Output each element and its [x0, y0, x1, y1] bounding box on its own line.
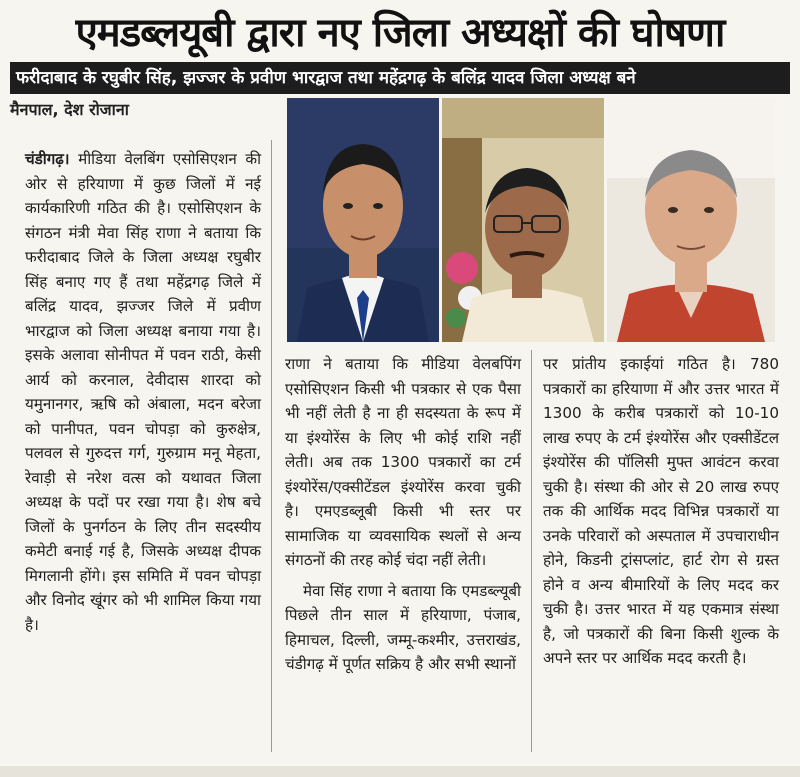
byline: मैनपाल, देश रोजाना	[10, 100, 129, 119]
page-bottom-edge	[0, 766, 800, 777]
article-column-1	[25, 147, 261, 637]
headline: एमडब्लयूबी द्वारा नए जिला अध्यक्षों की घोषणा	[75, 10, 725, 56]
article-column-3	[543, 352, 779, 671]
column-rule-2	[531, 350, 532, 752]
article-column-2	[285, 352, 521, 677]
subheadline: फरीदाबाद के रघुबीर सिंह, झज्जर के प्रवीण भारद्वाज तथा महेंद्रगढ़ के बलिंद्र यादव जिला अध्यक्ष बने	[10, 62, 790, 94]
portrait-photo-1	[287, 98, 439, 342]
portrait-photo-3	[607, 98, 775, 342]
paragraph: पर प्रांतीय इकाईयां गठित है। 780 पत्रकारों का हरियाणा में और उत्तर भारत में 1300 के करीब पत्रकारों को 10-10 लाख रुपए के टर्म इंश्योरेंस और एक्सीडेंटल इंश्योरेंस की पॉलिसी मुफ्त आवंटन करवा चुकी है। संस्था की ओर से 20 लाख रुपए तक की आर्थिक मदद विभिन्न पत्रकारों या उनके परिवारों को अस्पताल में उपचाराधीन होने, किडनी ट्रांसप्लांट, हार्ट रोग से ग्रस्त होने व अन्य बीमारियों के लिए मदद कर चुकी है। उत्तर भारत में यह एकमात्र संस्था है, जो पत्रकारों की बिना किसी शुल्क के अपने स्तर पर आर्थिक मदद करती है।	[543, 355, 779, 667]
photo-strip	[287, 98, 775, 342]
paragraph: राणा ने बताया कि मीडिया वेलबपिंग एसोसिएशन किसी भी पत्रकार से एक पैसा भी नहीं लेती है ना ही सदस्यता के रूप में या इंश्योरेंस के लिए भी कोई राशि नहीं लेती। अब तक 1300 पत्रकारों का टर्म इंश्योरेंस/एक्सीटेंडल इंश्योरेंस करवा चुकी है। एमएडब्लूबी किसी भी स्तर पर सामाजिक या व्यवसायिक स्थलों से अन्य संगठनों की तरह कोई चंदा नहीं लेती।	[285, 355, 521, 569]
dateline: चंडीगढ़।	[25, 150, 70, 168]
column-rule-1	[271, 140, 272, 752]
paragraph: मेवा सिंह राणा ने बताया कि एमडब्ल्यूबी पिछले तीन साल में हरियाणा, पंजाब, हिमाचल, दिल्ली, जम्मू-कश्मीर, उत्तराखंड, चंडीगढ़ में पूर्णत सक्रिय है और सभी स्थानों	[285, 581, 521, 673]
paragraph	[25, 147, 261, 637]
paragraph-text: मीडिया वेलबिंग एसोसिएशन की ओर से हरियाणा में कुछ जिलों में नई कार्यकारिणी गठित की है। एसोसिएशन के संगठन मंत्री मेवा सिंह राणा ने बताया कि फरीदाबाद जिले के जिला अध्यक्ष रघुबीर सिंह बनाए गए हैं तथा महेंद्रगढ़ जिले में बलिंद्र यादव, झज्जर जिले में प्रवीण भारद्वाज को जिला अध्यक्ष बनाया गया है। इसके अलावा सोनीपत में पवन राठी, केसी आर्य को करनाल, देवीदास शारदा को यमुनानगर, ऋषि को अंबाला, मदन बरेजा को पानीपत, पवन चोपड़ा को कुरुक्षेत्र, पलवल से गुरुदत्त गर्ग, गुरुग्राम मनू मेहता, रेवाड़ी से नरेश वत्स को यथावत जिला अध्यक्ष के पदों पर रखा गया है। शेष बचे जिलों के पुनर्गठन के लिए तीन सदस्यीय कमेटी बनाई गई है, जिसके अध्यक्ष दीपक मिगलानी होंगे। इस समिति में पवन चोपड़ा और विनोद खूंगर को भी शामिल किया गया है।	[25, 150, 262, 634]
portrait-photo-2	[442, 98, 604, 342]
